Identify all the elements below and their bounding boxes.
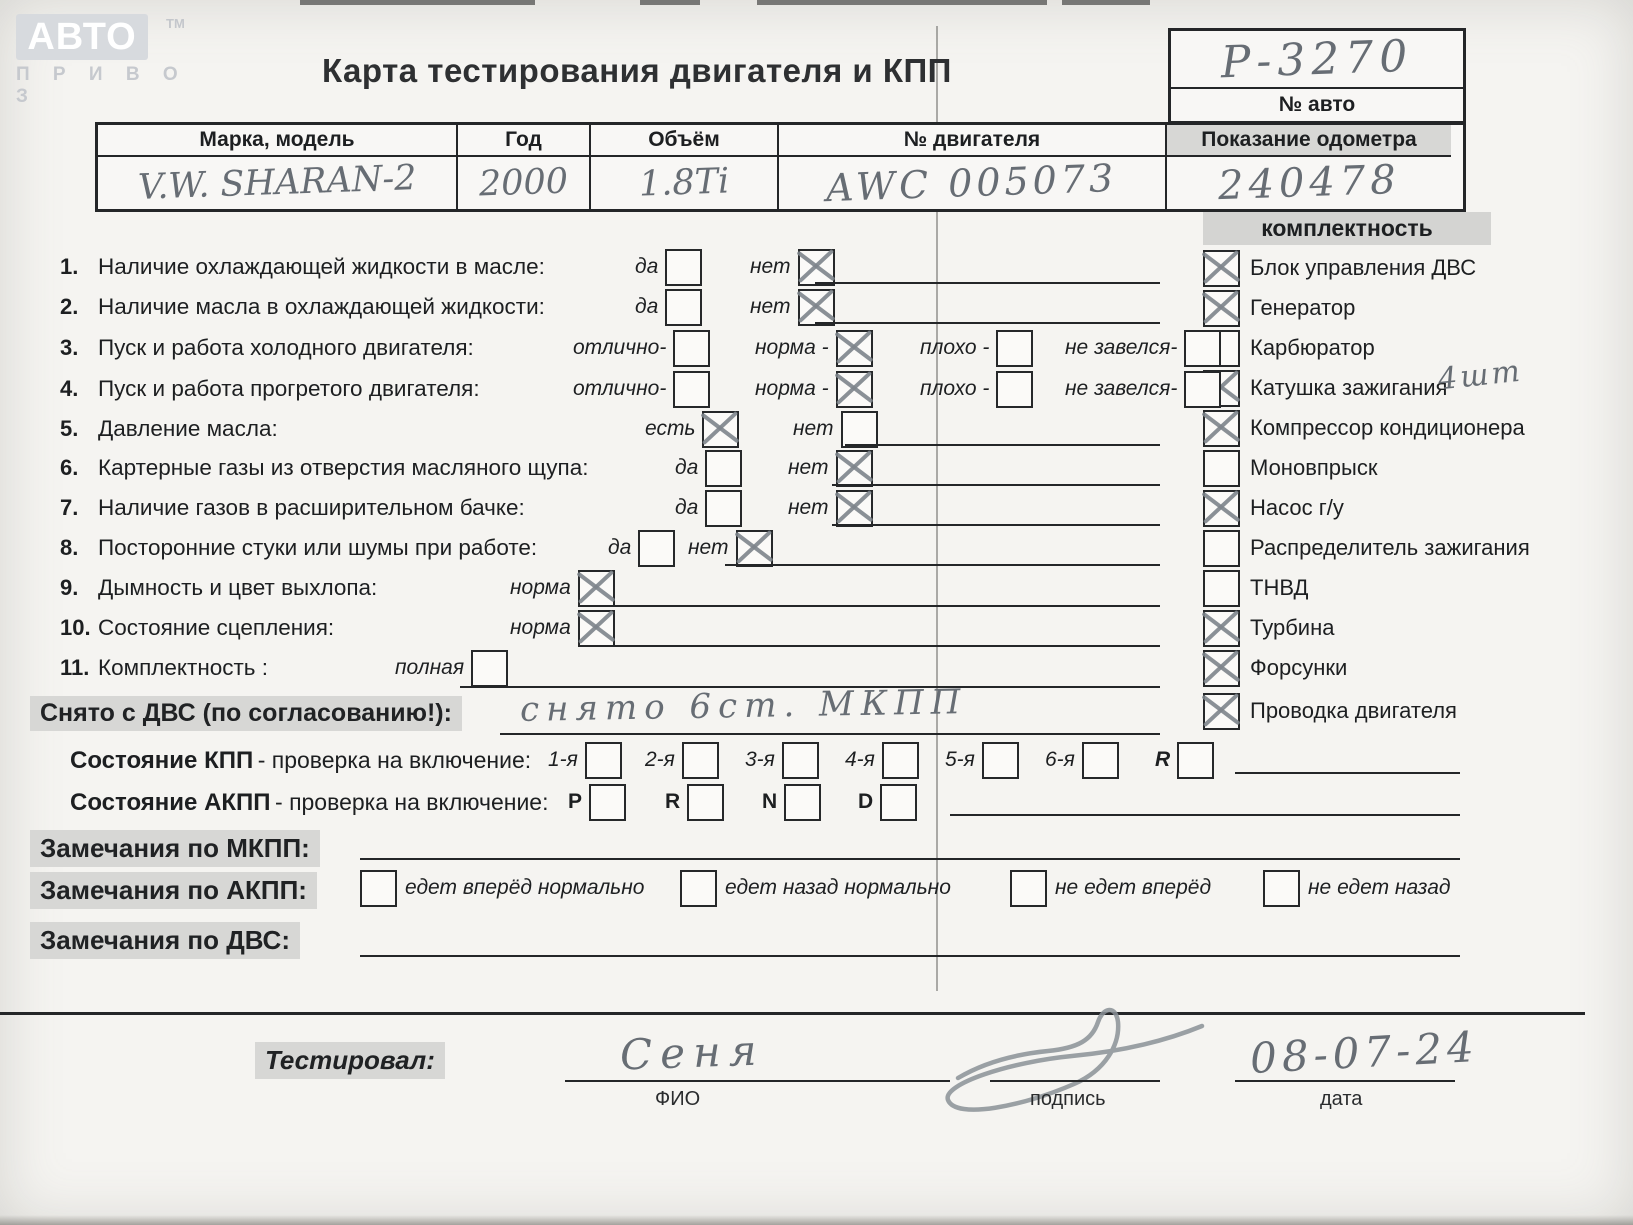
check-row (60, 328, 1180, 368)
completeness-label: Форсунки (1250, 655, 1348, 680)
completeness-label: Турбина (1250, 615, 1335, 640)
auto-number-box (1168, 28, 1466, 124)
gear-option-label: R (1155, 748, 1171, 771)
fio-line[interactable] (565, 1080, 950, 1082)
section-divider (0, 1012, 1585, 1015)
option-label: норма (510, 576, 571, 599)
completeness-item (1203, 693, 1457, 729)
gearbox-check-row (70, 740, 1470, 780)
header-volume: Объём (589, 125, 777, 155)
scan-edge-shadow (0, 1215, 1633, 1225)
auto-number-value[interactable]: Р-3270 (1219, 30, 1415, 88)
checkbox[interactable] (673, 371, 710, 408)
option-label: есть (645, 417, 696, 440)
checkbox[interactable] (665, 249, 702, 286)
checkbox[interactable] (360, 870, 397, 907)
scan-artifact (757, 0, 1047, 5)
header-year: Год (456, 125, 589, 155)
option-label: не завелся- (1065, 336, 1178, 359)
coil-quantity-note: 4шт (1436, 353, 1525, 398)
checkbox[interactable] (1203, 570, 1240, 607)
option-label: да (635, 295, 659, 318)
write-line[interactable] (815, 282, 1160, 284)
completeness-item (1203, 250, 1476, 286)
checkbox[interactable] (665, 289, 702, 326)
checkbox[interactable] (638, 530, 675, 567)
check-row (60, 648, 1180, 688)
signature-line[interactable] (990, 1080, 1160, 1082)
gearbox-check-label: Состояние КПП - проверка на включение: (70, 747, 532, 774)
auto-gearbox-check-row (70, 782, 1470, 822)
checkbox[interactable] (836, 330, 873, 367)
checkbox[interactable] (680, 870, 717, 907)
checkbox[interactable] (578, 610, 615, 647)
row-label: Состояние сцепления: (98, 615, 335, 640)
write-line[interactable] (845, 444, 1160, 446)
write-line[interactable] (832, 484, 1160, 486)
checkbox[interactable] (798, 289, 835, 326)
checkbox[interactable] (682, 742, 719, 779)
completeness-item (1203, 490, 1344, 526)
completeness-label: Распределитель зажигания (1250, 535, 1530, 560)
option-label: нет (788, 456, 829, 479)
option-label: да (608, 536, 632, 559)
completeness-item (1203, 410, 1525, 446)
logo (16, 14, 206, 108)
gear-option-label: 6-я (1045, 748, 1075, 771)
checkbox[interactable] (782, 742, 819, 779)
completeness-label: Карбюратор (1250, 335, 1375, 360)
write-line[interactable] (360, 858, 1460, 860)
checkbox[interactable] (996, 330, 1033, 367)
completeness-label: Насос г/у (1250, 495, 1344, 520)
completeness-label: Блок управления ДВС (1250, 255, 1477, 280)
option-label: нет (750, 295, 791, 318)
completeness-item (1203, 330, 1375, 366)
akpp-notes-row (0, 868, 1500, 908)
completeness-label: Генератор (1250, 295, 1356, 320)
check-row (60, 448, 1180, 488)
checkbox[interactable] (589, 784, 626, 821)
option-label: плохо - (920, 336, 990, 359)
scan-artifact (300, 0, 535, 5)
checkbox[interactable] (702, 411, 739, 448)
akpp-note-option-label: едет назад нормально (725, 876, 951, 899)
header-odometer: Показание одометра (1165, 125, 1451, 155)
write-line[interactable] (580, 605, 1160, 607)
gear-option-label: 4-я (845, 748, 875, 771)
date-label: дата (1320, 1088, 1363, 1110)
row-label: Пуск и работа прогретого двигателя: (98, 376, 480, 401)
completeness-header: комплектность (1203, 212, 1491, 245)
checkbox[interactable] (736, 530, 773, 567)
row-label: Комплектность : (98, 655, 269, 680)
row-number: 7. (60, 495, 79, 520)
row-number: 3. (60, 335, 79, 360)
option-label: норма - (755, 336, 829, 359)
completeness-item (1203, 610, 1334, 646)
completeness-item (1203, 450, 1377, 486)
row-number: 8. (60, 535, 79, 560)
checkbox[interactable] (1203, 450, 1240, 487)
option-label: нет (688, 536, 729, 559)
row-number: 6. (60, 455, 79, 480)
removed-from-engine-value[interactable]: снято 6ст. МКПП (519, 682, 968, 730)
checkbox[interactable] (1177, 742, 1214, 779)
option-label: нет (788, 496, 829, 519)
fio-value[interactable]: Сеня (619, 1025, 766, 1080)
checkbox[interactable] (1203, 490, 1240, 527)
write-line[interactable] (832, 524, 1160, 526)
option-label: отлично- (573, 336, 667, 359)
akpp-option-label: N (762, 790, 778, 813)
row-label: Картерные газы из отверстия масляного щупа: (98, 455, 589, 480)
checkbox[interactable] (1203, 650, 1240, 687)
option-label: полная (395, 656, 465, 679)
completeness-item (1203, 570, 1308, 606)
check-row (60, 568, 1180, 608)
option-label: норма (510, 616, 571, 639)
row-label: Пуск и работа холодного двигателя: (98, 335, 474, 360)
write-line[interactable] (500, 733, 1160, 735)
row-number: 4. (60, 376, 79, 401)
write-line[interactable] (725, 564, 1160, 566)
checkbox[interactable] (996, 371, 1033, 408)
row-label: Давление масла: (98, 416, 278, 441)
check-row (60, 247, 1180, 287)
tested-by-label: Тестировал: (255, 1042, 445, 1079)
akpp-option-label: R (665, 790, 681, 813)
row-number: 5. (60, 416, 79, 441)
checkbox[interactable] (882, 742, 919, 779)
brand-model-value[interactable]: V.W. SHARAN-2 (137, 158, 417, 208)
scan-artifact (1062, 0, 1150, 5)
row-number: 1. (60, 254, 79, 279)
akpp-note-option-label: не едет назад (1308, 876, 1451, 899)
row-label: Дымность и цвет выхлопа: (98, 575, 378, 600)
akpp-option-label: D (858, 790, 874, 813)
option-label: да (675, 456, 699, 479)
odometer-value[interactable]: 240478 (1216, 156, 1402, 210)
checkbox[interactable] (1184, 330, 1221, 367)
checkbox[interactable] (1203, 693, 1240, 730)
checkbox[interactable] (585, 742, 622, 779)
check-row (60, 488, 1180, 528)
completeness-item (1203, 290, 1355, 326)
gear-option-label: 3-я (745, 748, 775, 771)
completeness-item (1203, 370, 1447, 406)
checkbox[interactable] (1203, 610, 1240, 647)
row-number: 2. (60, 294, 79, 319)
signature-label: подпись (1030, 1088, 1106, 1110)
akpp-note-option-label: едет вперёд нормально (405, 876, 645, 899)
gear-option-label: 5-я (945, 748, 975, 771)
year-value[interactable]: 2000 (478, 161, 569, 205)
row-number: 9. (60, 575, 79, 600)
date-value[interactable]: 08-07-24 (1248, 1022, 1480, 1083)
checkbox[interactable] (1203, 530, 1240, 567)
row-label: Наличие газов в расширительном бачке: (98, 495, 525, 520)
option-label: не завелся- (1065, 377, 1178, 400)
checkbox[interactable] (1010, 870, 1047, 907)
checkbox[interactable] (705, 450, 742, 487)
write-line[interactable] (815, 322, 1160, 324)
auto-gearbox-check-label: Состояние АКПП - проверка на включение: (70, 789, 549, 816)
checkbox[interactable] (687, 784, 724, 821)
option-label: нет (793, 417, 834, 440)
checkbox[interactable] (798, 249, 835, 286)
akpp-option-label: P (568, 790, 583, 813)
checkbox[interactable] (1082, 742, 1119, 779)
akpp-note-option-label: не едет вперёд (1055, 876, 1212, 899)
checkbox[interactable] (1263, 870, 1300, 907)
checkbox[interactable] (982, 742, 1019, 779)
option-label: да (675, 496, 699, 519)
completeness-label: ТНВД (1250, 575, 1309, 600)
checkbox[interactable] (471, 650, 508, 687)
header-engine-number: № двигателя (777, 125, 1165, 155)
check-row (60, 409, 1180, 449)
row-label: Наличие масла в охлаждающей жидкости: (98, 294, 545, 319)
checkbox[interactable] (578, 570, 615, 607)
check-row (60, 608, 1180, 648)
row-number: 10. (60, 615, 91, 640)
check-row (60, 287, 1180, 327)
check-row (60, 369, 1180, 409)
row-label: Посторонние стуки или шумы при работе: (98, 535, 538, 560)
logo-subtext: П Р И В О З (16, 64, 187, 107)
logo-text: АВТО (27, 15, 137, 58)
option-label: плохо - (920, 377, 990, 400)
row-number: 11. (60, 655, 90, 680)
auto-number-label: № авто (1171, 87, 1463, 121)
fio-label: ФИО (655, 1088, 701, 1110)
checkbox[interactable] (880, 784, 917, 821)
completeness-item (1203, 530, 1530, 566)
check-row (60, 528, 1180, 568)
checkbox[interactable] (1203, 290, 1240, 327)
completeness-label: Компрессор кондиционера (1250, 415, 1525, 440)
row-label: Наличие охлаждающей жидкости в масле: (98, 254, 545, 279)
scan-artifact (640, 0, 700, 5)
gear-option-label: 2-я (645, 748, 675, 771)
removed-from-engine-label: Снято с ДВС (по согласованию!): (30, 696, 462, 731)
checkbox[interactable] (784, 784, 821, 821)
notes-dvs-label: Замечания по ДВС: (30, 922, 300, 959)
trademark-mark: ТМ (166, 16, 185, 31)
gear-option-label: 1-я (548, 748, 578, 771)
page-title: Карта тестирования двигателя и КПП (322, 52, 952, 89)
option-label: отлично- (573, 377, 667, 400)
option-label: да (635, 255, 659, 278)
volume-value[interactable]: 1.8Ti (638, 161, 730, 205)
completeness-label: Моновпрыск (1250, 455, 1378, 480)
checkbox[interactable] (1203, 410, 1240, 447)
notes-akpp-label: Замечания по АКПП: (30, 872, 317, 909)
checkbox[interactable] (1184, 371, 1221, 408)
checkbox[interactable] (841, 411, 878, 448)
write-line[interactable] (360, 955, 1460, 957)
engine-number-value[interactable]: AWC 005073 (825, 155, 1119, 211)
write-line[interactable] (1235, 772, 1460, 774)
header-brand-model: Марка, модель (199, 128, 355, 151)
checkbox[interactable] (836, 490, 873, 527)
completeness-label: Проводка двигателя (1250, 698, 1457, 723)
vehicle-table (95, 122, 1466, 212)
checkbox[interactable] (1203, 250, 1240, 287)
checkbox[interactable] (673, 330, 710, 367)
write-line[interactable] (590, 645, 1160, 647)
checkbox[interactable] (836, 450, 873, 487)
checkbox[interactable] (836, 371, 873, 408)
checkbox[interactable] (705, 490, 742, 527)
option-label: норма - (755, 377, 829, 400)
write-line[interactable] (950, 814, 1460, 816)
option-label: нет (750, 255, 791, 278)
notes-mkpp-label: Замечания по МКПП: (30, 830, 320, 867)
completeness-label: Катушка зажигания (1250, 375, 1448, 400)
date-line[interactable] (1235, 1080, 1455, 1082)
completeness-item (1203, 650, 1347, 686)
